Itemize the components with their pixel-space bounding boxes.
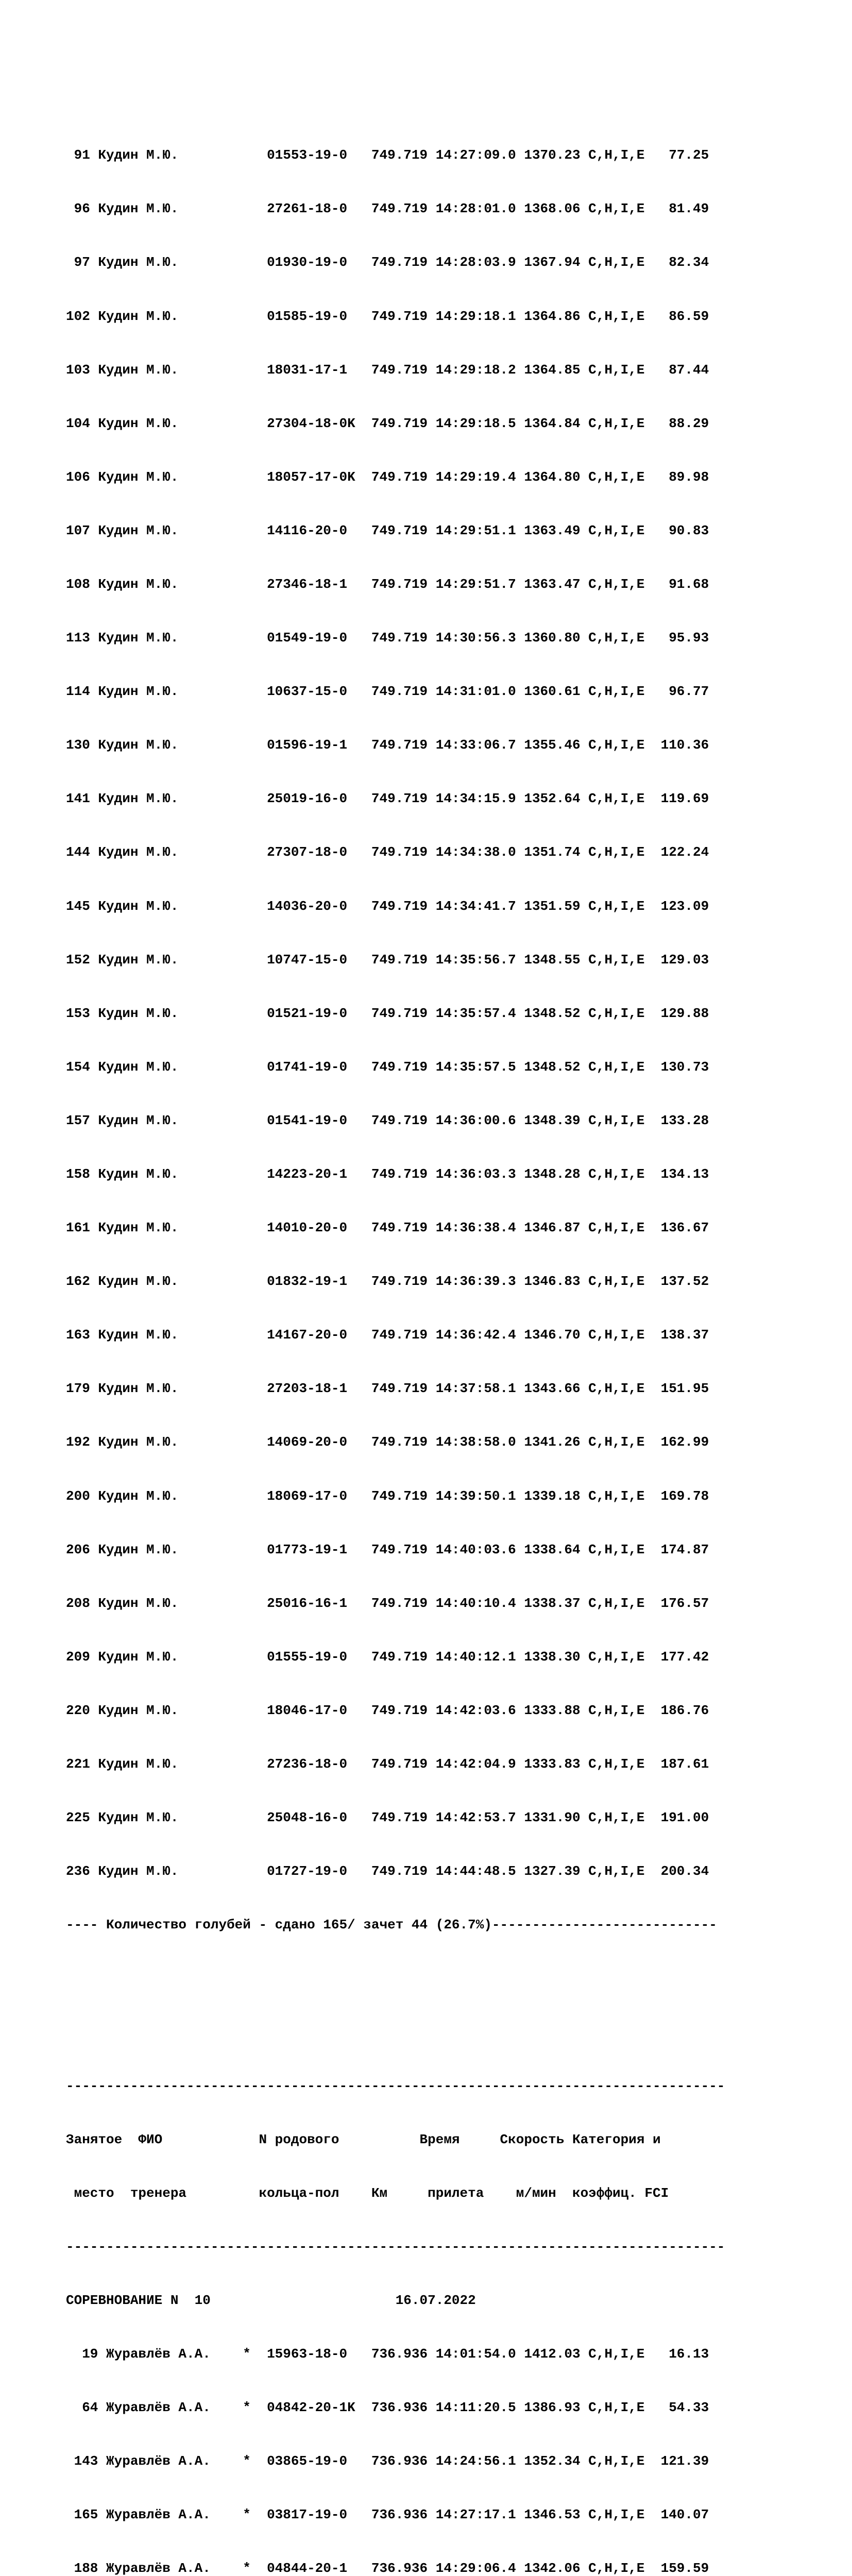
table-row: 143 Журавлёв А.А. * 03865-19-0 736.936 14:24:56.1 1352.34 C,H,I,E 121.39 bbox=[66, 2453, 709, 2469]
separator-line: ---------------------------------------------------------------------------------- bbox=[66, 2078, 725, 2094]
table-row: 161 Кудин М.Ю. 14010-20-0 749.719 14:36:38.4 1346.87 C,H,I,E 136.67 bbox=[66, 1220, 709, 1236]
table-row: 103 Кудин М.Ю. 18031-17-1 749.719 14:29:18.2 1364.85 C,H,I,E 87.44 bbox=[66, 362, 709, 378]
table-row: 179 Кудин М.Ю. 27203-18-1 749.719 14:37:58.1 1343.66 C,H,I,E 151.95 bbox=[66, 1381, 709, 1397]
table-row: 220 Кудин М.Ю. 18046-17-0 749.719 14:42:03.6 1333.88 C,H,I,E 186.76 bbox=[66, 1702, 709, 1718]
table-row: 91 Кудин М.Ю. 01553-19-0 749.719 14:27:09.0 1370.23 C,H,I,E 77.25 bbox=[66, 147, 709, 163]
section-zhuravlev bbox=[66, 2041, 844, 2576]
separator-line: ---------------------------------------------------------------------------------- bbox=[66, 2239, 725, 2255]
table-row: 152 Кудин М.Ю. 10747-15-0 749.719 14:35:56.7 1348.55 C,H,I,E 129.03 bbox=[66, 952, 709, 968]
table-row: 153 Кудин М.Ю. 01521-19-0 749.719 14:35:57.4 1348.52 C,H,I,E 129.88 bbox=[66, 1005, 709, 1021]
column-header-line: место тренера кольца-пол Км прилета м/мин коэффиц. FCI bbox=[66, 2185, 669, 2201]
table-row: 102 Кудин М.Ю. 01585-19-0 749.719 14:29:18.1 1364.86 C,H,I,E 86.59 bbox=[66, 308, 709, 324]
table-row: 106 Кудин М.Ю. 18057-17-0K 749.719 14:29:19.4 1364.80 C,H,I,E 89.98 bbox=[66, 469, 709, 485]
table-row: 188 Журавлёв А.А. * 04844-20-1 736.936 14:29:06.4 1342.06 C,H,I,E 159.59 bbox=[66, 2561, 709, 2576]
table-row: 144 Кудин М.Ю. 27307-18-0 749.719 14:34:38.0 1351.74 C,H,I,E 122.24 bbox=[66, 844, 709, 860]
table-row: 221 Кудин М.Ю. 27236-18-0 749.719 14:42:04.9 1333.83 C,H,I,E 187.61 bbox=[66, 1756, 709, 1772]
competition-title: СОРЕВНОВАНИЕ N 10 16.07.2022 bbox=[66, 2293, 476, 2308]
summary-line: ---- Количество голубей - сдано 165/ зачет 44 (26.7%)---------------------------- bbox=[66, 1917, 717, 1933]
table-row: 96 Кудин М.Ю. 27261-18-0 749.719 14:28:01.0 1368.06 C,H,I,E 81.49 bbox=[66, 201, 709, 217]
table-row: 107 Кудин М.Ю. 14116-20-0 749.719 14:29:51.1 1363.49 C,H,I,E 90.83 bbox=[66, 522, 709, 538]
table-row: 130 Кудин М.Ю. 01596-19-1 749.719 14:33:06.7 1355.46 C,H,I,E 110.36 bbox=[66, 737, 709, 753]
table-row: 163 Кудин М.Ю. 14167-20-0 749.719 14:36:42.4 1346.70 C,H,I,E 138.37 bbox=[66, 1327, 709, 1343]
table-row: 206 Кудин М.Ю. 01773-19-1 749.719 14:40:03.6 1338.64 C,H,I,E 174.87 bbox=[66, 1541, 709, 1557]
table-row: 113 Кудин М.Ю. 01549-19-0 749.719 14:30:56.3 1360.80 C,H,I,E 95.93 bbox=[66, 630, 709, 646]
table-row: 209 Кудин М.Ю. 01555-19-0 749.719 14:40:12.1 1338.30 C,H,I,E 177.42 bbox=[66, 1649, 709, 1665]
table-row: 208 Кудин М.Ю. 25016-16-1 749.719 14:40:10.4 1338.37 C,H,I,E 176.57 bbox=[66, 1595, 709, 1611]
table-row: 157 Кудин М.Ю. 01541-19-0 749.719 14:36:00.6 1348.39 C,H,I,E 133.28 bbox=[66, 1112, 709, 1128]
table-row: 145 Кудин М.Ю. 14036-20-0 749.719 14:34:41.7 1351.59 C,H,I,E 123.09 bbox=[66, 898, 709, 914]
table-row: 158 Кудин М.Ю. 14223-20-1 749.719 14:36:03.3 1348.28 C,H,I,E 134.13 bbox=[66, 1166, 709, 1182]
column-header-line: Занятое ФИО N родового Время Скорость Категория и bbox=[66, 2131, 661, 2147]
table-row: 162 Кудин М.Ю. 01832-19-1 749.719 14:36:39.3 1346.83 C,H,I,E 137.52 bbox=[66, 1274, 709, 1290]
table-row: 236 Кудин М.Ю. 01727-19-0 749.719 14:44:48.5 1327.39 C,H,I,E 200.34 bbox=[66, 1863, 709, 1879]
table-row: 108 Кудин М.Ю. 27346-18-1 749.719 14:29:51.7 1363.47 C,H,I,E 91.68 bbox=[66, 576, 709, 592]
table-row: 200 Кудин М.Ю. 18069-17-0 749.719 14:39:50.1 1339.18 C,H,I,E 169.78 bbox=[66, 1488, 709, 1504]
table-row: 192 Кудин М.Ю. 14069-20-0 749.719 14:38:58.0 1341.26 C,H,I,E 162.99 bbox=[66, 1434, 709, 1450]
table-row: 165 Журавлёв А.А. * 03817-19-0 736.936 14:27:17.1 1346.53 C,H,I,E 140.07 bbox=[66, 2507, 709, 2523]
table-row: 104 Кудин М.Ю. 27304-18-0K 749.719 14:29:18.5 1364.84 C,H,I,E 88.29 bbox=[66, 415, 709, 431]
section-kudin bbox=[66, 111, 844, 1970]
results-document bbox=[66, 39, 844, 2576]
table-row: 64 Журавлёв А.А. * 04842-20-1K 736.936 14:11:20.5 1386.93 C,H,I,E 54.33 bbox=[66, 2400, 709, 2416]
table-row: 114 Кудин М.Ю. 10637-15-0 749.719 14:31:01.0 1360.61 C,H,I,E 96.77 bbox=[66, 684, 709, 700]
table-row: 225 Кудин М.Ю. 25048-16-0 749.719 14:42:53.7 1331.90 C,H,I,E 191.00 bbox=[66, 1810, 709, 1826]
table-row: 97 Кудин М.Ю. 01930-19-0 749.719 14:28:03.9 1367.94 C,H,I,E 82.34 bbox=[66, 255, 709, 270]
table-row: 141 Кудин М.Ю. 25019-16-0 749.719 14:34:15.9 1352.64 C,H,I,E 119.69 bbox=[66, 791, 709, 807]
table-row: 154 Кудин М.Ю. 01741-19-0 749.719 14:35:57.5 1348.52 C,H,I,E 130.73 bbox=[66, 1059, 709, 1075]
table-row: 19 Журавлёв А.А. * 15963-18-0 736.936 14:01:54.0 1412.03 C,H,I,E 16.13 bbox=[66, 2346, 709, 2362]
